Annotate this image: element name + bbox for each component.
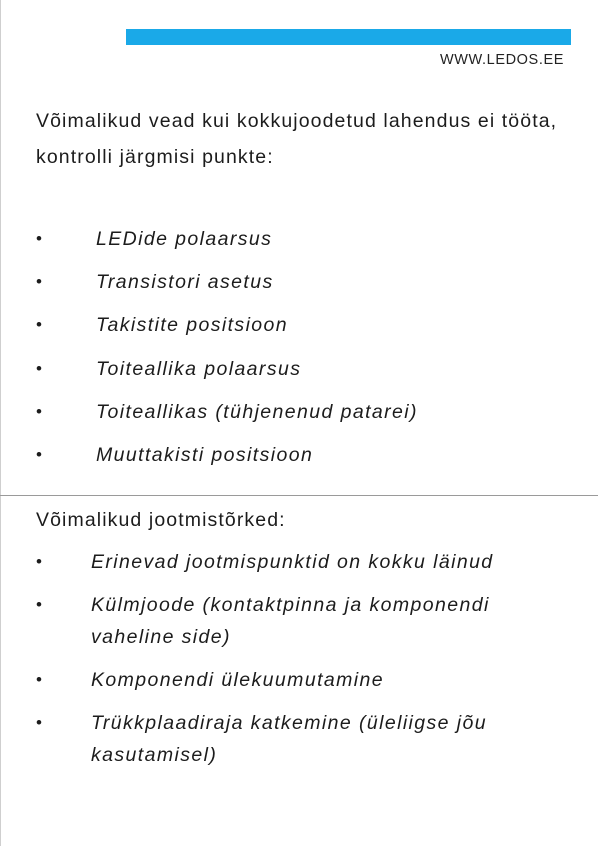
list-item bbox=[0, 589, 571, 653]
header-accent-bar bbox=[126, 29, 571, 45]
list-item bbox=[0, 707, 571, 771]
list-item-label: Toiteallika polaarsus bbox=[96, 357, 302, 380]
list-item bbox=[0, 546, 571, 578]
solder-errors-list bbox=[0, 546, 571, 782]
list-item-label: Trükkplaadiraja katkemine (üleliigse jõu kasutamisel) bbox=[91, 712, 487, 766]
bullet-icon: • bbox=[36, 444, 42, 464]
bullet-icon: • bbox=[36, 272, 42, 292]
bullet-icon: • bbox=[36, 401, 42, 421]
bullet-icon: • bbox=[36, 552, 42, 571]
list-item bbox=[0, 664, 571, 696]
bullet-icon: • bbox=[36, 713, 42, 732]
bullet-icon: • bbox=[36, 358, 42, 378]
list-item-label: Transistori asetus bbox=[96, 271, 274, 294]
bullet-icon: • bbox=[36, 670, 42, 689]
list-item-label: Külmjoode (kontaktpinna ja komponendi vaheline side) bbox=[91, 594, 490, 648]
list-item-label: LEDide polaarsus bbox=[96, 228, 273, 250]
intro-paragraph: Võimalikud vead kui kokkujoodetud lahendus ei tööta, kontrolli järgmisi punkte: bbox=[36, 110, 558, 168]
list-item-label: Erinevad jootmispunktid on kokku läinud bbox=[91, 551, 494, 573]
site-url: WWW.LEDOS.EE bbox=[439, 52, 564, 68]
section-divider bbox=[0, 495, 598, 496]
section-title: Võimalikud jootmistõrked: bbox=[36, 509, 286, 531]
bullet-icon: • bbox=[36, 315, 42, 335]
list-item-label: Takistite positsioon bbox=[96, 314, 289, 337]
list-item-label: Komponendi ülekuumutamine bbox=[91, 669, 384, 691]
bullet-icon: • bbox=[36, 595, 42, 614]
bullet-icon: • bbox=[36, 229, 42, 248]
list-item-label: Toiteallikas (tühjenenud patarei) bbox=[96, 400, 418, 423]
list-item-label: Muuttakisti positsioon bbox=[96, 443, 314, 466]
